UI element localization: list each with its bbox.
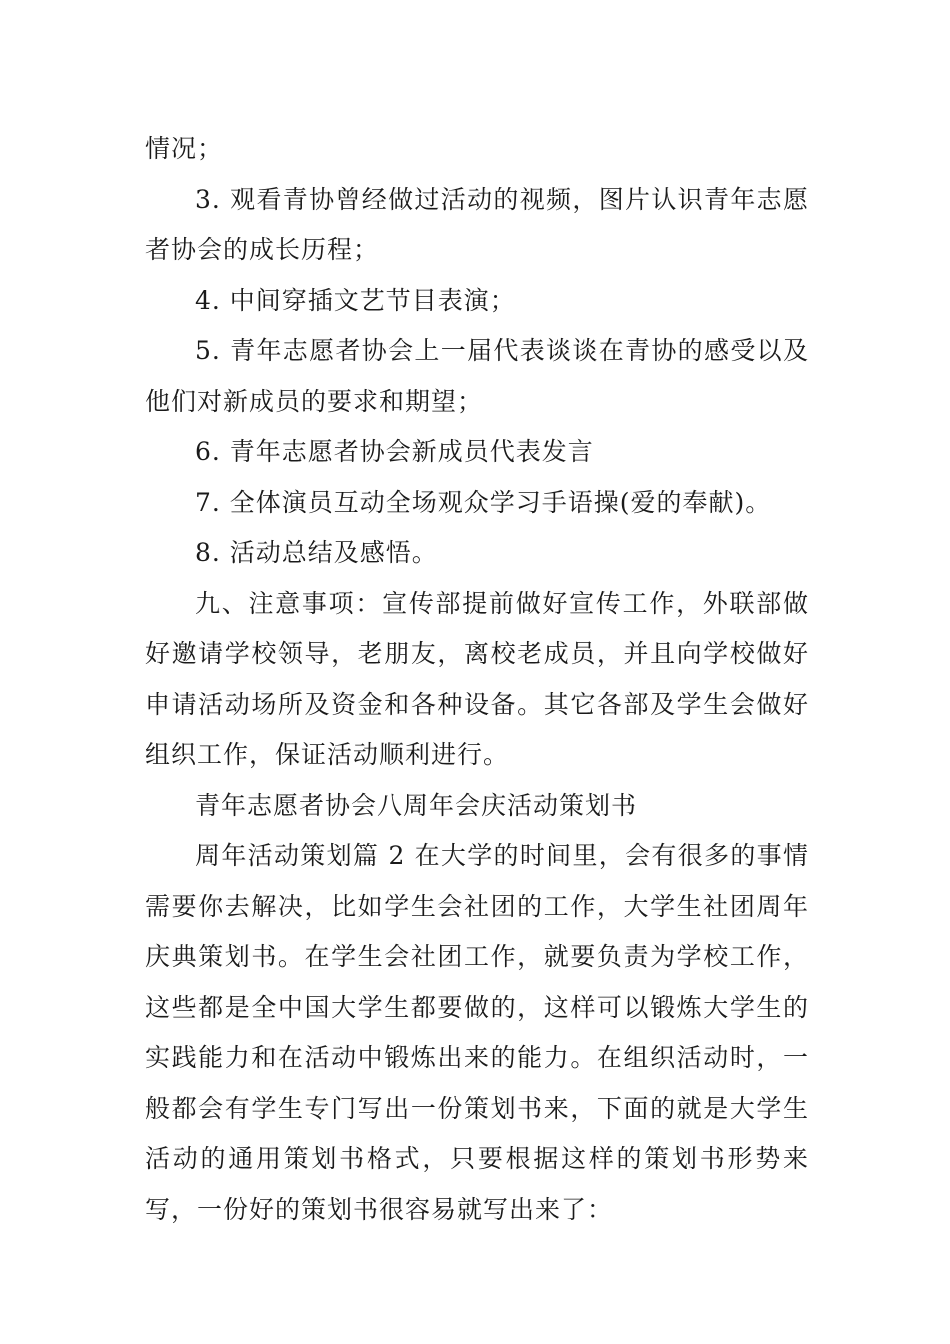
paragraph-6: 7. 全体演员互动全场观众学习手语操(爱的奉献)。 xyxy=(195,487,772,517)
paragraph-1: 情况； xyxy=(145,134,224,163)
section-title: 青年志愿者协会八周年会庆活动策划书 xyxy=(195,790,638,820)
paragraph-4: 5. 青年志愿者协会上一届代表谈谈在青协的感受以及他们对新成员的要求和期望； xyxy=(145,336,809,416)
paragraph-3: 4. 中间穿插文艺节目表演； xyxy=(195,285,516,315)
paragraph-10: 周年活动策划篇 2 在大学的时间里，会有很多的事情需要你去解决，比如学生会社团的工作，大学生社团周年庆典策划书。在学生会社团工作，就要负责为学校工作，这些都是全中国大学生都要做的，这样可以锻炼大学生的实践能力和在活动中锻炼出来的能力。在组织活动时，一般都会有学生专门写出一份策划书来，下面的就是大学生活动的通用策划书格式，只要根据这样的策划书形势来写，一份好的策划书很容易就写出来了： xyxy=(145,841,809,1224)
document-body xyxy=(145,124,809,1235)
paragraph-5: 6. 青年志愿者协会新成员代表发言 xyxy=(195,437,594,466)
paragraph-8: 九、注意事项：宣传部提前做好宣传工作，外联部做好邀请学校领导，老朋友，离校老成员，并且向学校做好申请活动场所及资金和各种设备。其它各部及学生会做好组织工作，保证活动顺利进行。 xyxy=(145,588,809,769)
paragraph-7: 8. 活动总结及感悟。 xyxy=(195,538,438,567)
paragraph-2: 3. 观看青协曾经做过活动的视频，图片认识青年志愿者协会的成长历程； xyxy=(145,184,809,264)
